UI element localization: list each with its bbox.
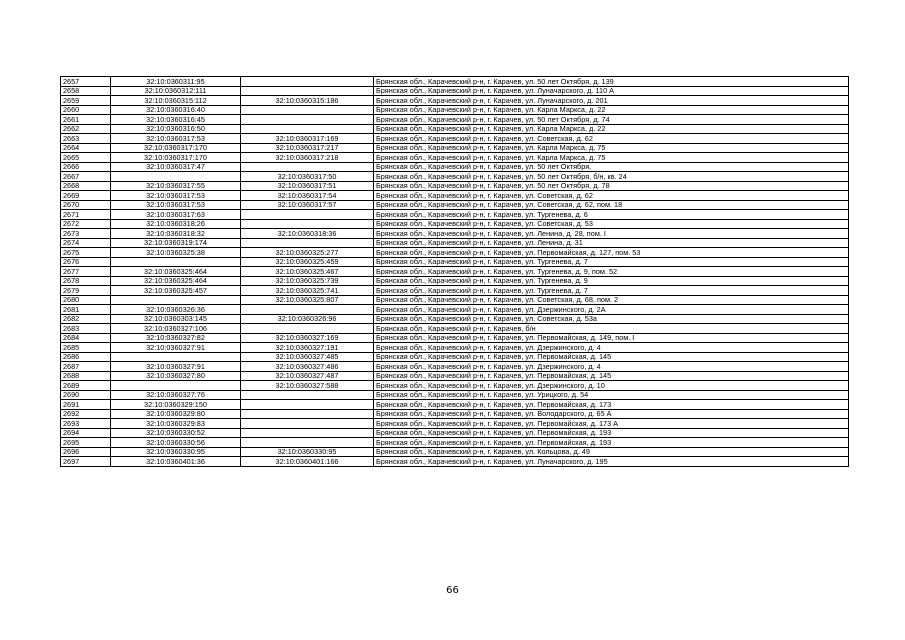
object-cadastral-number-cell: 32:10:0360327:485: [241, 352, 374, 362]
row-number-cell: 2697: [61, 457, 111, 467]
address-cell: Брянская обл., Карачевский р-н, г. Карачев, ул. Первомайская, д. 145: [374, 352, 849, 362]
table-row: [61, 153, 849, 163]
cadastral-number-cell: 32:10:0360318:26: [111, 219, 241, 229]
cadastral-number-cell: [111, 172, 241, 182]
row-number-cell: 2660: [61, 105, 111, 115]
address-cell: Брянская обл., Карачевский р-н, г. Карачев, ул. Луначарского, д. 201: [374, 96, 849, 106]
row-number-cell: 2689: [61, 381, 111, 391]
table-row: [61, 77, 849, 87]
table-row: [61, 267, 849, 277]
object-cadastral-number-cell: [241, 400, 374, 410]
object-cadastral-number-cell: [241, 238, 374, 248]
page-number: 66: [446, 585, 459, 596]
table-row: [61, 219, 849, 229]
table-row: [61, 343, 849, 353]
object-cadastral-number-cell: 32:10:0360326:96: [241, 314, 374, 324]
object-cadastral-number-cell: [241, 438, 374, 448]
object-cadastral-number-cell: [241, 409, 374, 419]
address-cell: Брянская обл., Карачевский р-н, г. Карачев, ул. Дзержинского, д. 10: [374, 381, 849, 391]
row-number-cell: 2657: [61, 77, 111, 87]
cadastral-number-cell: [111, 381, 241, 391]
row-number-cell: 2691: [61, 400, 111, 410]
row-number-cell: 2677: [61, 267, 111, 277]
table-row: [61, 362, 849, 372]
cadastral-number-cell: 32:10:0360326:36: [111, 305, 241, 315]
object-cadastral-number-cell: [241, 390, 374, 400]
address-cell: Брянская обл., Карачевский р-н, г. Карачев, ул. Карла Маркса, д. 75: [374, 153, 849, 163]
cadastral-number-cell: 32:10:0360329:83: [111, 419, 241, 429]
row-number-cell: 2675: [61, 248, 111, 258]
row-number-cell: 2679: [61, 286, 111, 296]
table-row: [61, 447, 849, 457]
cadastral-number-cell: 32:10:0360312:111: [111, 86, 241, 96]
row-number-cell: 2678: [61, 276, 111, 286]
object-cadastral-number-cell: [241, 86, 374, 96]
address-cell: Брянская обл., Карачевский р-н, г. Карачев, ул. Первомайская, д. 193: [374, 428, 849, 438]
table-row: [61, 276, 849, 286]
object-cadastral-number-cell: 32:10:0360325:277: [241, 248, 374, 258]
address-cell: Брянская обл., Карачевский р-н, г. Карачев, ул. Луначарского, д. 110 А: [374, 86, 849, 96]
table-row: [61, 419, 849, 429]
object-cadastral-number-cell: [241, 305, 374, 315]
object-cadastral-number-cell: [241, 124, 374, 134]
address-cell: Брянская обл., Карачевский р-н, г. Карачев, ул. Советская, д. 62: [374, 134, 849, 144]
object-cadastral-number-cell: 32:10:0360330:95: [241, 447, 374, 457]
cadastral-number-cell: 32:10:0360317:170: [111, 153, 241, 163]
address-cell: Брянская обл., Карачевский р-н, г. Карачев, ул. Советская, д. 62: [374, 191, 849, 201]
cadastral-number-cell: 32:10:0360317:170: [111, 143, 241, 153]
cadastral-number-cell: 32:10:0360325:457: [111, 286, 241, 296]
address-cell: Брянская обл., Карачевский р-н, г. Карачев, ул. Карла Маркса, д. 22: [374, 124, 849, 134]
object-cadastral-number-cell: 32:10:0360325:741: [241, 286, 374, 296]
table-row: [61, 162, 849, 172]
object-cadastral-number-cell: [241, 77, 374, 87]
address-cell: Брянская обл., Карачевский р-н, г. Карачев, ул. Ленина, д. 28, пом. I: [374, 229, 849, 239]
row-number-cell: 2684: [61, 333, 111, 343]
object-cadastral-number-cell: 32:10:0360327:486: [241, 362, 374, 372]
address-cell: Брянская обл., Карачевский р-н, г. Карачев, ул. Дзержинского, д. 2А: [374, 305, 849, 315]
object-cadastral-number-cell: 32:10:0360327:588: [241, 381, 374, 391]
address-cell: Брянская обл., Карачевский р-н, г. Карачев, ул. 50 лет Октября, д. 74: [374, 115, 849, 125]
row-number-cell: 2693: [61, 419, 111, 429]
cadastral-number-cell: [111, 295, 241, 305]
object-cadastral-number-cell: 32:10:0360318:36: [241, 229, 374, 239]
address-cell: Брянская обл., Карачевский р-н, г. Карачев, ул. Первомайская, д. 127, пом. 53: [374, 248, 849, 258]
row-number-cell: 2695: [61, 438, 111, 448]
cadastral-number-cell: 32:10:0360317:53: [111, 191, 241, 201]
address-cell: Брянская обл., Карачевский р-н, г. Карачев, ул. 50 лет Октября,: [374, 162, 849, 172]
address-cell: Брянская обл., Карачевский р-н, г. Карачев, ул. Дзержинского, д. 4: [374, 343, 849, 353]
row-number-cell: 2664: [61, 143, 111, 153]
object-cadastral-number-cell: 32:10:0360317:217: [241, 143, 374, 153]
address-cell: Брянская обл., Карачевский р-н, г. Карачев, ул. Урицкого, д. 54: [374, 390, 849, 400]
row-number-cell: 2673: [61, 229, 111, 239]
row-number-cell: 2671: [61, 210, 111, 220]
row-number-cell: 2694: [61, 428, 111, 438]
row-number-cell: 2680: [61, 295, 111, 305]
object-cadastral-number-cell: 32:10:0360325:739: [241, 276, 374, 286]
row-number-cell: 2688: [61, 371, 111, 381]
table-row: [61, 143, 849, 153]
cadastral-number-cell: 32:10:0360316:45: [111, 115, 241, 125]
table-row: [61, 409, 849, 419]
table-row: [61, 172, 849, 182]
address-cell: Брянская обл., Карачевский р-н, г. Карачев, ул. Володарского, д. 65 А: [374, 409, 849, 419]
object-cadastral-number-cell: [241, 210, 374, 220]
table-row: [61, 191, 849, 201]
table-row: [61, 210, 849, 220]
row-number-cell: 2696: [61, 447, 111, 457]
table-row: [61, 181, 849, 191]
address-cell: Брянская обл., Карачевский р-н, г. Карачев, ул. Советская, д. 53а: [374, 314, 849, 324]
cadastral-number-cell: 32:10:0360318:32: [111, 229, 241, 239]
address-cell: Брянская обл., Карачевский р-н, г. Карачев, ул. Тургенева, д. 9: [374, 276, 849, 286]
address-cell: Брянская обл., Карачевский р-н, г. Карачев, ул. Карла Маркса, д. 75: [374, 143, 849, 153]
cadastral-number-cell: 32:10:0360316:50: [111, 124, 241, 134]
row-number-cell: 2670: [61, 200, 111, 210]
row-number-cell: 2674: [61, 238, 111, 248]
object-cadastral-number-cell: 32:10:0360327:487: [241, 371, 374, 381]
object-cadastral-number-cell: 32:10:0360317:50: [241, 172, 374, 182]
cadastral-number-cell: 32:10:0360317:55: [111, 181, 241, 191]
cadastral-number-cell: 32:10:0360327:76: [111, 390, 241, 400]
table-row: [61, 324, 849, 334]
cadastral-number-cell: 32:10:0360317:53: [111, 134, 241, 144]
table-row: [61, 305, 849, 315]
row-number-cell: 2669: [61, 191, 111, 201]
cadastral-number-cell: [111, 352, 241, 362]
table-row: [61, 333, 849, 343]
object-cadastral-number-cell: 32:10:0360327:169: [241, 333, 374, 343]
table-row: [61, 457, 849, 467]
object-cadastral-number-cell: [241, 162, 374, 172]
table-row: [61, 229, 849, 239]
row-number-cell: 2662: [61, 124, 111, 134]
object-cadastral-number-cell: 32:10:0360317:54: [241, 191, 374, 201]
table-row: [61, 438, 849, 448]
table-row: [61, 400, 849, 410]
row-number-cell: 2665: [61, 153, 111, 163]
address-cell: Брянская обл., Карачевский р-н, г. Карачев, ул. 50 лет Октября, д. 139: [374, 77, 849, 87]
row-number-cell: 2685: [61, 343, 111, 353]
table-row: [61, 86, 849, 96]
address-cell: Брянская обл., Карачевский р-н, г. Карачев, ул. Первомайская, д. 193: [374, 438, 849, 448]
object-cadastral-number-cell: [241, 428, 374, 438]
cadastral-number-cell: 32:10:0360329:150: [111, 400, 241, 410]
row-number-cell: 2667: [61, 172, 111, 182]
row-number-cell: 2686: [61, 352, 111, 362]
row-number-cell: 2692: [61, 409, 111, 419]
table-row: [61, 200, 849, 210]
table-row: [61, 390, 849, 400]
address-cell: Брянская обл., Карачевский р-н, г. Карачев, ул. 50 лет Октября, б/н, кв. 24: [374, 172, 849, 182]
cadastral-number-cell: 32:10:0360327:82: [111, 333, 241, 343]
address-cell: Брянская обл., Карачевский р-н, г. Карачев, ул. Ленина, д. 31: [374, 238, 849, 248]
row-number-cell: 2668: [61, 181, 111, 191]
cadastral-number-cell: 32:10:0360317:47: [111, 162, 241, 172]
table-row: [61, 238, 849, 248]
cadastral-number-cell: 32:10:0360330:95: [111, 447, 241, 457]
address-cell: Брянская обл., Карачевский р-н, г. Карачев, б/н: [374, 324, 849, 334]
cadastral-number-cell: 32:10:0360327:106: [111, 324, 241, 334]
object-cadastral-number-cell: 32:10:0360325:459: [241, 257, 374, 267]
cadastral-number-cell: 32:10:0360317:53: [111, 200, 241, 210]
object-cadastral-number-cell: 32:10:0360315:186: [241, 96, 374, 106]
address-cell: Брянская обл., Карачевский р-н, г. Карачев, ул. Первомайская, д. 173 А: [374, 419, 849, 429]
cadastral-number-cell: 32:10:0360303:145: [111, 314, 241, 324]
cadastral-number-cell: 32:10:0360319:174: [111, 238, 241, 248]
row-number-cell: 2661: [61, 115, 111, 125]
address-cell: Брянская обл., Карачевский р-н, г. Карачев, ул. Советская, д. 53: [374, 219, 849, 229]
cadastral-number-cell: 32:10:0360325:38: [111, 248, 241, 258]
address-cell: Брянская обл., Карачевский р-н, г. Карачев, ул. Карла Маркса, д. 22: [374, 105, 849, 115]
row-number-cell: 2683: [61, 324, 111, 334]
table-row: [61, 428, 849, 438]
address-cell: Брянская обл., Карачевский р-н, г. Карачев, ул. Советская, д. 62, пом. 18: [374, 200, 849, 210]
address-cell: Брянская обл., Карачевский р-н, г. Карачев, ул. Луначарского, д. 195: [374, 457, 849, 467]
row-number-cell: 2659: [61, 96, 111, 106]
cadastral-number-cell: 32:10:0360401:36: [111, 457, 241, 467]
row-number-cell: 2687: [61, 362, 111, 372]
object-cadastral-number-cell: [241, 219, 374, 229]
address-cell: Брянская обл., Карачевский р-н, г. Карачев, ул. Кольцова, д. 49: [374, 447, 849, 457]
cadastral-number-cell: 32:10:0360315:112: [111, 96, 241, 106]
object-cadastral-number-cell: 32:10:0360327:191: [241, 343, 374, 353]
row-number-cell: 2681: [61, 305, 111, 315]
object-cadastral-number-cell: 32:10:0360317:51: [241, 181, 374, 191]
address-cell: Брянская обл., Карачевский р-н, г. Карачев, ул. Первомайская, д. 149, пом. I: [374, 333, 849, 343]
table-row: [61, 286, 849, 296]
cadastral-number-cell: 32:10:0360311:95: [111, 77, 241, 87]
cadastral-number-cell: 32:10:0360317:63: [111, 210, 241, 220]
object-cadastral-number-cell: 32:10:0360325:807: [241, 295, 374, 305]
cadastral-number-cell: 32:10:0360330:56: [111, 438, 241, 448]
row-number-cell: 2663: [61, 134, 111, 144]
table-row: [61, 115, 849, 125]
table-row: [61, 314, 849, 324]
cadastral-number-cell: 32:10:0360316:40: [111, 105, 241, 115]
table-row: [61, 371, 849, 381]
address-cell: Брянская обл., Карачевский р-н, г. Карачев, ул. Первомайская, д. 145: [374, 371, 849, 381]
row-number-cell: 2666: [61, 162, 111, 172]
cadastral-number-cell: 32:10:0360327:91: [111, 362, 241, 372]
table-row: [61, 105, 849, 115]
cadastral-number-cell: [111, 257, 241, 267]
table-row: [61, 134, 849, 144]
address-cell: Брянская обл., Карачевский р-н, г. Карачев, ул. Дзержинского, д. 4: [374, 362, 849, 372]
table-row: [61, 124, 849, 134]
table-row: [61, 381, 849, 391]
object-cadastral-number-cell: [241, 324, 374, 334]
row-number-cell: 2676: [61, 257, 111, 267]
object-cadastral-number-cell: 32:10:0360401:166: [241, 457, 374, 467]
object-cadastral-number-cell: 32:10:0360325:467: [241, 267, 374, 277]
table-body: [61, 77, 849, 467]
cadastral-number-cell: 32:10:0360329:80: [111, 409, 241, 419]
cadastral-number-cell: 32:10:0360325:464: [111, 267, 241, 277]
cadastral-number-cell: 32:10:0360330:52: [111, 428, 241, 438]
object-cadastral-number-cell: 32:10:0360317:218: [241, 153, 374, 163]
address-cell: Брянская обл., Карачевский р-н, г. Карачев, ул. Первомайская, д. 173: [374, 400, 849, 410]
address-cell: Брянская обл., Карачевский р-н, г. Карачев, ул. Советская, д. 68, пом. 2: [374, 295, 849, 305]
address-cell: Брянская обл., Карачевский р-н, г. Карачев, ул. Тургенева, д. 9, пом. 52: [374, 267, 849, 277]
table-row: [61, 295, 849, 305]
object-cadastral-number-cell: [241, 115, 374, 125]
object-cadastral-number-cell: [241, 419, 374, 429]
cadastral-number-cell: 32:10:0360327:91: [111, 343, 241, 353]
object-cadastral-number-cell: 32:10:0360317:169: [241, 134, 374, 144]
row-number-cell: 2658: [61, 86, 111, 96]
object-cadastral-number-cell: [241, 105, 374, 115]
address-cell: Брянская обл., Карачевский р-н, г. Карачев, ул. 50 лет Октября, д. 78: [374, 181, 849, 191]
table-row: [61, 96, 849, 106]
address-cell: Брянская обл., Карачевский р-н, г. Карачев, ул. Тургенева, д. 6: [374, 210, 849, 220]
object-cadastral-number-cell: 32:10:0360317:57: [241, 200, 374, 210]
table-row: [61, 248, 849, 258]
address-cell: Брянская обл., Карачевский р-н, г. Карачев, ул. Тургенева, д. 7: [374, 286, 849, 296]
table-row: [61, 257, 849, 267]
table-row: [61, 352, 849, 362]
address-cell: Брянская обл., Карачевский р-н, г. Карачев, ул. Тургенева, д. 7: [374, 257, 849, 267]
cadastral-number-cell: 32:10:0360327:80: [111, 371, 241, 381]
cadastral-number-cell: 32:10:0360325:464: [111, 276, 241, 286]
row-number-cell: 2672: [61, 219, 111, 229]
row-number-cell: 2690: [61, 390, 111, 400]
property-register-table: [60, 76, 849, 467]
row-number-cell: 2682: [61, 314, 111, 324]
